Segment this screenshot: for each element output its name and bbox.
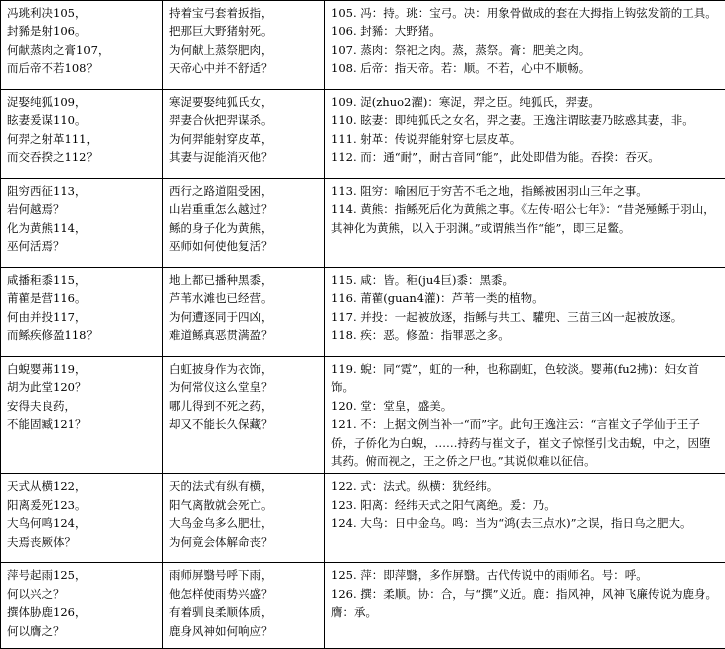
original-line: 大鸟何鸣124， [7, 514, 158, 532]
notes-line: 115. 咸：皆。秬(ju4巨)黍：黑黍。 [331, 271, 721, 289]
notes-line: 105. 冯：持。珧：宝弓。决：用象骨做成的套在大拇指上钩弦发箭的工具。 [331, 4, 721, 22]
translation-line: 寒浞要娶纯狐氏女， [169, 93, 320, 111]
table-body [1, 1, 725, 649]
original-line: 何以膺之？ [7, 622, 158, 640]
table-row [1, 90, 725, 179]
translation-cell [163, 268, 325, 357]
notes-cell [325, 1, 725, 90]
original-line: 而交吞揆之112？ [7, 148, 158, 166]
original-line: 天式从横122， [7, 477, 158, 495]
notes-line: 111. 射革：传说羿能射穿七层皮革。 [331, 130, 721, 148]
original-line: 撰体胁鹿126， [7, 603, 158, 621]
notes-cell [325, 179, 725, 268]
notes-line: 118. 疾：恶。修盈：指罪恶之多。 [331, 326, 721, 344]
original-line: 咸播秬黍115， [7, 271, 158, 289]
original-line: 何羿之射革111， [7, 130, 158, 148]
notes-line: 122. 式：法式。纵横：犹经纬。 [331, 477, 721, 495]
original-line: 封豨是射106。 [7, 22, 158, 40]
notes-cell [325, 357, 725, 474]
original-line: 萍号起雨125， [7, 566, 158, 584]
original-line: 胡为此堂120？ [7, 378, 158, 396]
notes-line: 123. 阳离：经纬天式之阳气离绝。爰：乃。 [331, 496, 721, 514]
original-line: 而后帝不若108？ [7, 59, 158, 77]
notes-line: 112. 而：通“耐”，耐古音同“能”，此处即借为能。吞揆：吞灭。 [331, 148, 721, 166]
notes-cell [325, 90, 725, 179]
original-line: 何献蒸肉之膏107， [7, 41, 158, 59]
notes-line: 107. 蒸肉：祭祀之肉。蒸，蒸祭。膏：肥美之肉。 [331, 41, 721, 59]
original-line: 夫焉丧厥体？ [7, 533, 158, 551]
translation-line: 西行之路道阻受困， [169, 182, 320, 200]
original-line: 安得夫良药， [7, 397, 158, 415]
original-line: 莆雚是营116。 [7, 289, 158, 307]
translation-line: 有着驯良柔顺体质， [169, 603, 320, 621]
translation-line: 为何献上蒸祭肥肉， [169, 41, 320, 59]
original-line: 浞娶纯狐109， [7, 93, 158, 111]
original-line: 眩妻爰谋110。 [7, 111, 158, 129]
notes-line: 126. 撰：柔顺。协：合，与“撰”义近。鹿：指风神，风神飞廉传说为鹿身。膺：承。 [331, 585, 721, 622]
notes-line: 117. 并投：一起被放逐，指鲧与共工、驩兜、三苗三凶一起被放逐。 [331, 308, 721, 326]
notes-line: 124. 大鸟：日中金乌。鸣：当为“鸿(去三点水)”之误，指日乌之肥大。 [331, 514, 721, 532]
notes-line: 121. 不：上据文例当补一“而”字。此句王逸注云：“言崔文子学仙于王子侨，子侨化为白蜺，……持药与崔文子，崔文子惊怪引戈击蜺，中之，因堕其药。俯而视之，王之侨之尸也。”其说似难以征信。 [331, 415, 721, 470]
translation-line: 雨师屏翳号呼下雨， [169, 566, 320, 584]
translation-cell [163, 357, 325, 474]
translation-line: 为何遭逐同于四凶， [169, 308, 320, 326]
translation-cell [163, 179, 325, 268]
translation-cell [163, 90, 325, 179]
original-line: 何由并投117， [7, 308, 158, 326]
notes-line: 125. 萍：即萍翳，多作屏翳。古代传说中的雨师名。号：呼。 [331, 566, 721, 584]
notes-line: 106. 封豨：大野猪。 [331, 22, 721, 40]
original-line: 何以兴之？ [7, 585, 158, 603]
translation-line: 难道鲧真恶贯满盈？ [169, 326, 320, 344]
translation-line: 持着宝弓套着扳指， [169, 4, 320, 22]
original-cell [1, 563, 163, 649]
original-line: 化为黄熊114， [7, 219, 158, 237]
notes-cell [325, 474, 725, 563]
notes-line: 114. 黄熊：指鲧死后化为黄熊之事。《左传·昭公七年》：“昔尧殛鲧于羽山，其神化为黄熊，以入于羽渊。”或谓熊当作“能”，即三足鳖。 [331, 200, 721, 237]
original-cell [1, 179, 163, 268]
translation-line: 巫师如何使他复活？ [169, 237, 320, 255]
translation-line: 羿妻合伙把羿谋杀。 [169, 111, 320, 129]
table-row [1, 268, 725, 357]
translation-line: 阳气离散就会死亡。 [169, 496, 320, 514]
table-row [1, 357, 725, 474]
translation-line: 哪儿得到不死之药， [169, 397, 320, 415]
table-row [1, 563, 725, 649]
table-row [1, 179, 725, 268]
notes-line: 109. 浞(zhuo2濯)：寒浞，羿之臣。纯狐氏，羿妻。 [331, 93, 721, 111]
notes-line: 120. 堂：堂皇，盛美。 [331, 397, 721, 415]
original-line: 巫何活焉？ [7, 237, 158, 255]
original-line: 而鲧疾修盈118？ [7, 326, 158, 344]
original-cell [1, 90, 163, 179]
notes-line: 116. 莆雚(guan4灌)：芦苇一类的植物。 [331, 289, 721, 307]
table-row [1, 1, 725, 90]
translation-cell [163, 1, 325, 90]
translation-cell [163, 474, 325, 563]
translation-line: 鲧的身子化为黄熊， [169, 219, 320, 237]
translation-line: 地上都已播种黑黍， [169, 271, 320, 289]
translation-line: 天的法式有纵有横， [169, 477, 320, 495]
translation-line: 其妻与浞能消灭他？ [169, 148, 320, 166]
original-line: 白蜺婴茀119， [7, 360, 158, 378]
notes-cell [325, 563, 725, 649]
notes-cell [325, 268, 725, 357]
original-line: 阻穷西征113， [7, 182, 158, 200]
original-cell [1, 1, 163, 90]
original-line: 阳离爰死123。 [7, 496, 158, 514]
translation-line: 芦苇水滩也已经营。 [169, 289, 320, 307]
original-cell [1, 268, 163, 357]
translation-cell [163, 563, 325, 649]
translation-line: 为何羿能射穿皮革， [169, 130, 320, 148]
notes-line: 113. 阻穷：喻困厄于穷苦不毛之地，指鲧被困羽山三年之事。 [331, 182, 721, 200]
notes-line: 119. 蜺：同“霓”，虹的一种，也称副虹，色较淡。婴茀(fu2拂)：妇女首饰。 [331, 360, 721, 397]
original-line: 岩何越焉？ [7, 200, 158, 218]
notes-line: 108. 后帝：指天帝。若：顺。不若，心中不顺畅。 [331, 59, 721, 77]
translation-line: 天帝心中并不舒适？ [169, 59, 320, 77]
notes-line: 110. 眩妻：即纯狐氏之女名，羿之妻。王逸注谓眩妻乃眩惑其妻，非。 [331, 111, 721, 129]
translation-line: 他怎样使雨势兴盛？ [169, 585, 320, 603]
translation-line: 却又不能长久保藏？ [169, 415, 320, 433]
original-line: 不能固臧121？ [7, 415, 158, 433]
original-line: 冯珧利决105， [7, 4, 158, 22]
translation-line: 鹿身风神如何响应？ [169, 622, 320, 640]
translation-line: 为何竟会体解命丧？ [169, 533, 320, 551]
original-cell [1, 357, 163, 474]
translation-line: 白虹披身作为衣饰， [169, 360, 320, 378]
translation-line: 把那巨大野猪射死。 [169, 22, 320, 40]
translation-line: 为何常仪这么堂皇？ [169, 378, 320, 396]
translation-line: 大鸟金乌多么肥壮， [169, 514, 320, 532]
translation-line: 山岩重重怎么越过？ [169, 200, 320, 218]
table-row [1, 474, 725, 563]
original-cell [1, 474, 163, 563]
